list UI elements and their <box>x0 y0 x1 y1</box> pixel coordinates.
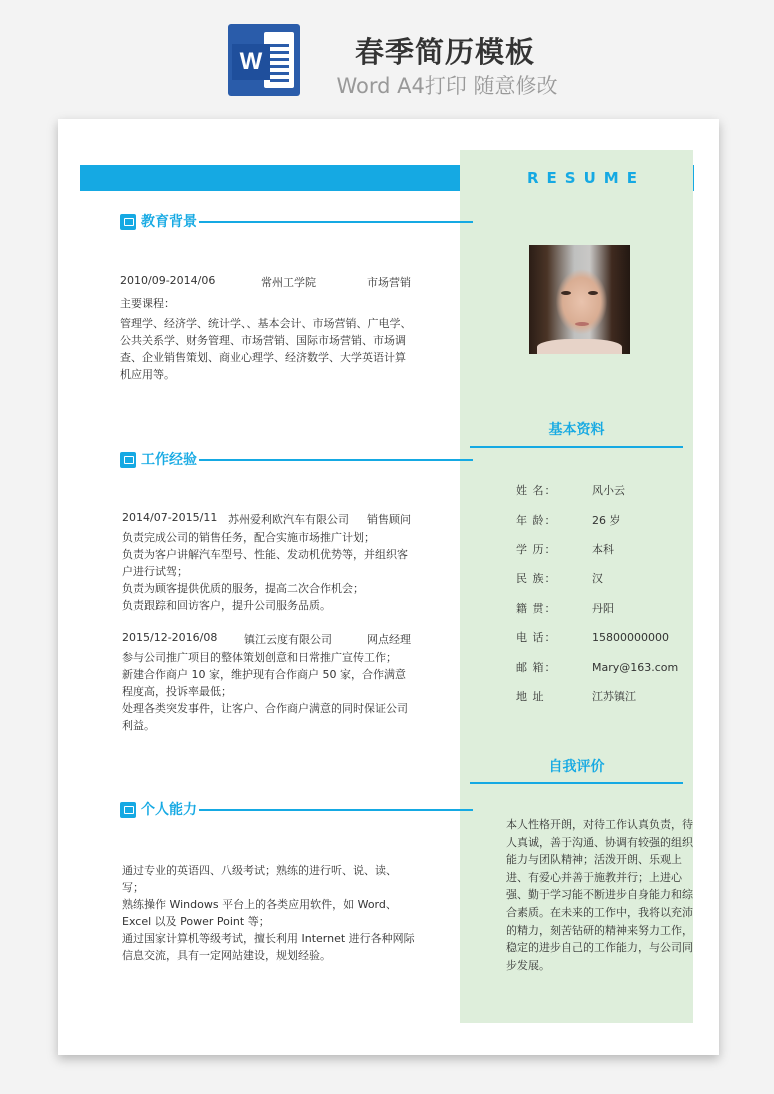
courses-text: 管理学、经济学、统计学、、基本会计、市场营销、广电学、公共关系学、财务管理、市场营销、国际市场营销、市场调查、企业销售策划、商业心理学、经济数学、大学英语计算机应用等。 <box>120 317 412 381</box>
job-duty-line: 处理各类突发事件，让客户、合作商户满意的同时保证公司利益。 <box>122 702 408 732</box>
section-divider <box>199 809 473 811</box>
person-icon <box>120 802 136 818</box>
work-title: 工作经验 <box>141 452 197 468</box>
profile-photo <box>529 245 630 354</box>
info-row-phone: 电 话： 15800000000 <box>516 631 669 644</box>
self-eval-title: 自我评价 <box>548 759 605 775</box>
job-duty-line: 负责为客户讲解汽车型号、性能、发动机优势等，并组织客户进行试驾； <box>122 548 408 578</box>
skills-title: 个人能力 <box>141 802 197 818</box>
section-divider <box>199 459 473 461</box>
job-duty-line: 负责跟踪和回访客户，提升公司服务品质。 <box>122 599 331 612</box>
education-title: 教育背景 <box>141 214 197 230</box>
resume-page <box>58 119 719 1055</box>
job-duties <box>122 529 416 614</box>
job-date: 2014/07-2015/11 <box>122 511 218 524</box>
job-company: 苏州爱利欧汽车有限公司 <box>228 513 349 526</box>
graduation-cap-icon <box>120 214 136 230</box>
job-company: 镇江云度有限公司 <box>244 633 332 646</box>
word-letter: W <box>232 44 270 80</box>
info-row-hometown: 籍 贯： 丹阳 <box>516 602 614 615</box>
info-row-education: 学 历： 本科 <box>516 543 614 556</box>
courses-label: 主要课程： <box>120 297 175 310</box>
page-subtitle: Word A4打印 随意修改 <box>336 74 558 98</box>
info-row-email: 邮 箱： Mary@163.com <box>516 661 679 674</box>
job-date: 2015/12-2016/08 <box>122 631 218 644</box>
resume-tag: RESUME <box>519 165 630 191</box>
info-row-age: 年 龄： 26 岁 <box>516 514 621 527</box>
section-divider <box>199 221 473 223</box>
skill-line: 通过国家计算机等级考试，擅长利用 Internet 进行各种网际信息交流，具有一定网站建设，规划经验。 <box>122 932 415 962</box>
basic-info-divider <box>470 446 683 448</box>
job-position: 网点经理 <box>367 633 411 646</box>
education-major: 市场营销 <box>367 276 411 289</box>
word-icon <box>228 24 300 96</box>
skill-line: 通过专业的英语四、八级考试；熟练的进行听、说、读、写； <box>122 864 397 894</box>
briefcase-icon <box>120 452 136 468</box>
info-row-address: 地 址 江苏镇江 <box>516 690 636 703</box>
education-school: 常州工学院 <box>261 276 316 289</box>
job-duty-line: 参与公司推广项目的整体策划创意和日常推广宣传工作； <box>122 651 397 664</box>
job-duties <box>122 649 416 734</box>
basic-info-title: 基本资料 <box>548 422 605 438</box>
job-position: 销售顾问 <box>367 513 411 526</box>
education-date: 2010/09-2014/06 <box>120 274 216 287</box>
job-duty-line: 新建合作商户 10 家，维护现有合作商户 50 家，合作满意程度高，投诉率最低； <box>122 668 406 698</box>
skill-line: 熟练操作 Windows 平台上的各类应用软件，如 Word、Excel 以及 Power Point 等； <box>122 898 397 928</box>
info-row-name: 姓 名： 风小云 <box>516 484 625 497</box>
self-eval-divider <box>470 782 683 784</box>
page-title: 春季简历模板 <box>354 35 535 69</box>
skills-text <box>122 862 416 964</box>
job-duty-line: 负责为顾客提供优质的服务，提高二次合作机会； <box>122 582 364 595</box>
info-row-ethnicity: 民 族： 汉 <box>516 572 603 585</box>
self-eval-text: 本人性格开朗，对待工作认真负责，待人真诚，善于沟通、协调有较强的组织能力与团队精神；活泼开朗、乐观上进、有爱心并善于施教并行；上进心强、勤于学习能不断进步自身能力和综合素质。在未来的工作中，我将以充沛的精力，刻苦钻研的精神来努力工作，稳定的进步自己的工作能力，与公司同步发展。 <box>506 818 693 972</box>
job-duty-line: 负责完成公司的销售任务，配合实施市场推广计划； <box>122 531 375 544</box>
